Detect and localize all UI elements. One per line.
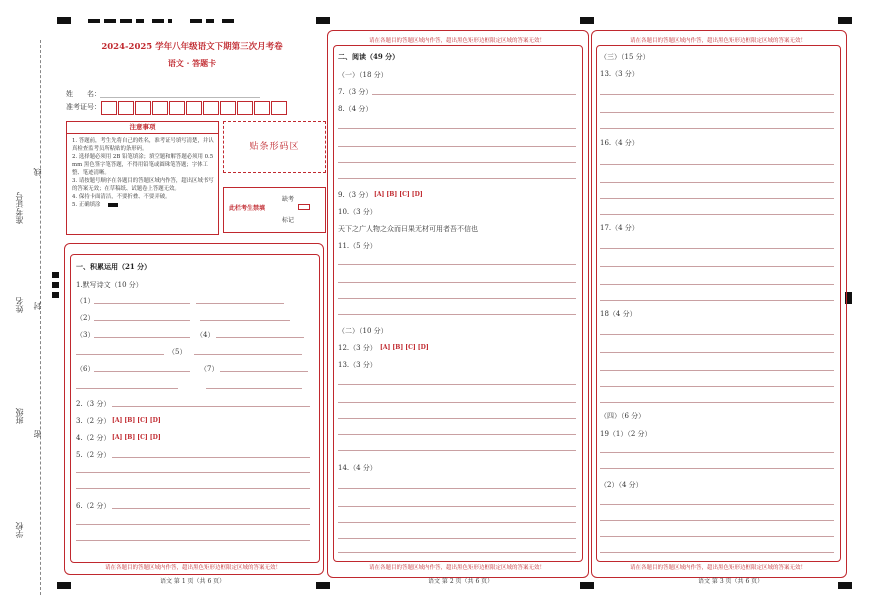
answer-line[interactable] [600, 94, 834, 95]
question-label: 13.（3 分） [338, 361, 377, 369]
answer-line[interactable] [338, 128, 576, 129]
question-label: 10.（3 分） [338, 208, 377, 216]
registration-mark [152, 19, 164, 23]
registration-mark [580, 17, 594, 24]
answer-line[interactable] [220, 371, 308, 372]
exam-no-label: 准考证号： [66, 103, 101, 111]
answer-line[interactable] [76, 388, 178, 389]
question-label: 18（4 分） [600, 310, 637, 318]
name-field[interactable] [100, 97, 260, 98]
passage-text: 天下之广人物之众而曰果无材可用者吾不信也 [338, 225, 478, 233]
answer-line[interactable] [600, 352, 834, 353]
part-heading: （二）（10 分） [338, 327, 388, 335]
digit-box[interactable] [203, 101, 219, 115]
notice-item: 3. 请按题号顺序在各题目的答题区域内作答，超出区域书写的答案无效；在草稿纸、试题卷上答题无效。 [72, 178, 214, 192]
side-label-tight: 密 [33, 430, 42, 438]
part-heading: （三）（15 分） [600, 53, 650, 61]
answer-line[interactable] [600, 300, 834, 301]
answer-line[interactable] [338, 450, 576, 451]
binding-dashed-line [40, 40, 41, 595]
section-heading: 二、阅读（49 分） [338, 52, 400, 61]
choice-options[interactable]: [A] [B] [C] [D] [380, 344, 429, 351]
blank-label: （3） [76, 331, 95, 339]
notice-item: 4. 保持卡面清洁，不要折叠、不要弄破。 [72, 194, 171, 200]
blank-label: （2） [76, 314, 95, 322]
warning-note: 请在各题目的答题区域内作答，超出黑色矩形边框限定区域的答案无效！ [629, 38, 806, 44]
answer-line[interactable] [338, 538, 576, 539]
answer-line[interactable] [600, 334, 834, 335]
digit-box[interactable] [271, 101, 287, 115]
answer-line[interactable] [338, 418, 576, 419]
answer-area-2 [333, 45, 583, 562]
answer-line[interactable] [76, 540, 310, 541]
answer-line[interactable] [600, 198, 834, 199]
absent-checkbox[interactable] [298, 204, 310, 210]
registration-mark [104, 19, 116, 23]
answer-line[interactable] [600, 452, 834, 453]
answer-line[interactable] [338, 488, 576, 489]
name-label: 姓 名： [66, 90, 101, 98]
digit-box[interactable] [135, 101, 151, 115]
answer-line[interactable] [600, 112, 834, 113]
page-footer: 语文 第 1 页（共 6 页） [160, 578, 226, 585]
answer-line[interactable] [338, 162, 576, 163]
answer-line[interactable] [94, 337, 190, 338]
registration-mark [52, 272, 59, 278]
answer-line[interactable] [338, 384, 576, 385]
side-label-class: 班级 [15, 408, 24, 424]
question-label: 17.（4 分） [600, 224, 639, 232]
answer-line[interactable] [338, 552, 576, 553]
answer-line[interactable] [76, 354, 164, 355]
answer-line[interactable] [112, 457, 310, 458]
exam-no-boxes[interactable] [101, 101, 287, 115]
registration-mark [190, 19, 202, 23]
absent-label: 此栏考生禁填 [229, 205, 266, 212]
page-footer: 语文 第 2 页（共 6 页） [428, 578, 494, 585]
answer-line[interactable] [76, 524, 310, 525]
registration-mark [52, 282, 59, 288]
warning-note: 请在各题目的答题区域内作答，超出黑色矩形边框限定区域的答案无效！ [629, 565, 806, 571]
blank-label: （7） [200, 365, 219, 373]
answer-line[interactable] [600, 386, 834, 387]
registration-mark [316, 17, 330, 24]
warning-note: 请在各题目的答题区域内作答，超出黑色矩形边框限定区域的答案无效！ [368, 38, 545, 44]
question-label: 16.（4 分） [600, 139, 639, 147]
digit-box[interactable] [186, 101, 202, 115]
answer-line[interactable] [94, 320, 190, 321]
digit-box[interactable] [101, 101, 117, 115]
question-label: 19（1）（2 分） [600, 430, 652, 438]
blank-label: （4） [196, 331, 215, 339]
answer-line[interactable] [338, 434, 576, 435]
side-label-exam-no: 准考证号 [15, 192, 24, 224]
page-footer: 语文 第 3 页（共 6 页） [698, 578, 764, 585]
answer-line[interactable] [338, 282, 576, 283]
question-label: 6.（2 分） [76, 502, 111, 510]
answer-line[interactable] [216, 337, 304, 338]
question-label: （2）（4 分） [600, 481, 643, 489]
registration-mark [838, 582, 852, 589]
part-heading: （四）（6 分） [600, 412, 646, 420]
notice-item: 5. 正确填涂 [72, 202, 101, 208]
answer-line[interactable] [600, 182, 834, 183]
answer-line[interactable] [600, 248, 834, 249]
answer-line[interactable] [372, 94, 576, 95]
registration-mark [222, 19, 234, 23]
registration-mark [88, 19, 100, 23]
question-label: 5.（2 分） [76, 451, 111, 459]
side-label-school: 学校 [15, 522, 24, 538]
answer-line[interactable] [338, 522, 576, 523]
digit-box[interactable] [118, 101, 134, 115]
registration-mark [168, 19, 172, 23]
side-label-name: 姓名 [15, 297, 24, 313]
answer-line[interactable] [200, 320, 290, 321]
side-label-seal: 封 [33, 302, 42, 310]
answer-line[interactable] [76, 488, 310, 489]
barcode-label: 贴条形码区 [249, 142, 300, 152]
answer-line[interactable] [94, 371, 190, 372]
blank-label: （5） [168, 348, 187, 356]
answer-line[interactable] [338, 146, 576, 147]
page-title: 2024-2025 学年八年级语文下期第三次月考卷 [101, 42, 283, 52]
question-label: 8.（4 分） [338, 105, 373, 113]
question-label: 3.（2 分） [76, 417, 111, 425]
registration-mark [57, 582, 71, 589]
section-heading: 一、积累运用（21 分） [76, 262, 152, 271]
answer-line[interactable] [194, 354, 302, 355]
digit-box[interactable] [169, 101, 185, 115]
part-heading: （一）（18 分） [338, 71, 388, 79]
page-subtitle: 语文 · 答题卡 [167, 58, 217, 68]
notice-item: 1. 答题前，考生先将自己的姓名，准考证号填写清楚，并认真检查监考员所粘贴的条形码。 [72, 138, 214, 152]
registration-mark [57, 17, 71, 24]
answer-line[interactable] [338, 264, 576, 265]
answer-line[interactable] [600, 284, 834, 285]
registration-mark [316, 582, 330, 589]
digit-box[interactable] [254, 101, 270, 115]
answer-line[interactable] [196, 303, 284, 304]
blank-label: （6） [76, 365, 95, 373]
side-label-line: 线 [33, 168, 42, 176]
question-label: 13.（3 分） [600, 70, 639, 78]
question-label: 2.（3 分） [76, 400, 111, 408]
question-label: 12.（3 分） [338, 344, 377, 352]
answer-line[interactable] [94, 303, 190, 304]
answer-line[interactable] [338, 506, 576, 507]
answer-line[interactable] [338, 298, 576, 299]
question-label: 9.（3 分） [338, 191, 373, 199]
answer-line[interactable] [338, 178, 576, 179]
registration-mark [136, 19, 144, 23]
digit-box[interactable] [220, 101, 236, 115]
answer-line[interactable] [600, 402, 834, 403]
registration-mark [206, 19, 214, 23]
registration-mark [580, 582, 594, 589]
question-label: 7.（3 分） [338, 88, 373, 96]
digit-box[interactable] [152, 101, 168, 115]
answer-line[interactable] [600, 468, 834, 469]
absent-mark-top: 缺考 [282, 196, 295, 203]
answer-line[interactable] [600, 266, 834, 267]
question-label: 1.默写诗文（10 分） [76, 281, 143, 289]
answer-line[interactable] [600, 504, 834, 505]
choice-options[interactable]: [A] [B] [C] [D] [112, 434, 161, 441]
registration-mark [838, 17, 852, 24]
answer-line[interactable] [600, 536, 834, 537]
answer-line[interactable] [600, 520, 834, 521]
choice-options[interactable]: [A] [B] [C] [D] [112, 417, 161, 424]
answer-line[interactable] [600, 214, 834, 215]
barcode-area [223, 121, 326, 173]
answer-line[interactable] [76, 472, 310, 473]
absent-mark-bottom: 标记 [282, 217, 295, 224]
registration-mark [52, 292, 59, 298]
notice-box [66, 121, 219, 235]
answer-line[interactable] [338, 314, 576, 315]
fill-sample [108, 203, 118, 207]
answer-line[interactable] [600, 552, 834, 553]
notice-item: 2. 选择题必须用 2B 铅笔填涂；填空题和解答题必须用 0.5 mm 黑色签字笔答题，不得用铅笔或圆珠笔答题；字体工整、笔迹清晰。 [72, 154, 214, 176]
answer-line[interactable] [600, 128, 834, 129]
registration-mark [120, 19, 132, 23]
warning-note: 请在各题目的答题区域内作答，超出黑色矩形边框限定区域的答案无效！ [368, 565, 545, 571]
warning-note: 请在各题目的答题区域内作答，超出黑色矩形边框限定区域的答案无效！ [104, 565, 281, 571]
digit-box[interactable] [237, 101, 253, 115]
question-label: 11.（5 分） [338, 242, 377, 250]
answer-line[interactable] [600, 370, 834, 371]
choice-options[interactable]: [A] [B] [C] [D] [374, 191, 423, 198]
answer-line[interactable] [600, 164, 834, 165]
answer-line[interactable] [338, 402, 576, 403]
answer-line[interactable] [112, 508, 310, 509]
notice-title: 注意事项 [67, 122, 218, 134]
absent-box [223, 187, 326, 233]
question-label: 4.（2 分） [76, 434, 111, 442]
answer-line[interactable] [206, 388, 302, 389]
answer-line[interactable] [112, 406, 310, 407]
blank-label: （1） [76, 297, 95, 305]
question-label: 14.（4 分） [338, 464, 377, 472]
